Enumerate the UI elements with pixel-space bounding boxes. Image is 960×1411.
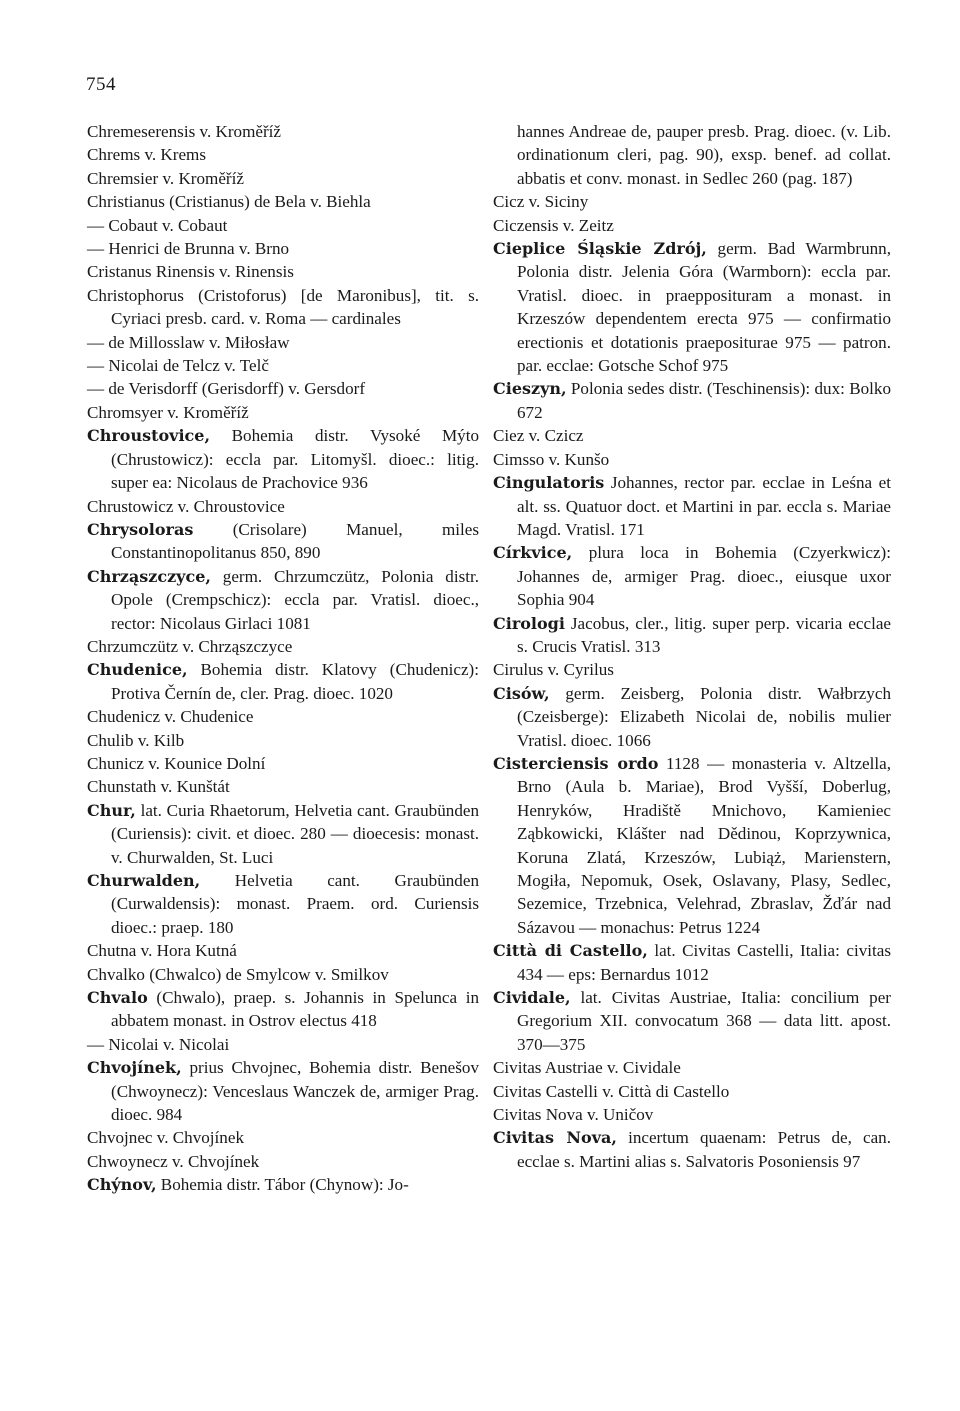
entry-text: — Cobaut v. Cobaut bbox=[87, 215, 228, 235]
index-entry bbox=[87, 705, 479, 728]
index-entry bbox=[87, 377, 479, 400]
entry-headword: Cieszyn, bbox=[493, 379, 567, 399]
entry-text: Cirulus v. Cyrilus bbox=[493, 660, 614, 680]
index-entry bbox=[87, 635, 479, 658]
entry-headword: Chroustovice, bbox=[87, 426, 211, 446]
entry-text: Bohemia distr. Klatovy (Chudenicz): Protiva Černín de, cler. Prag. dioec. 1020 bbox=[111, 660, 479, 703]
entry-text: Cimsso v. Kunšo bbox=[493, 449, 610, 469]
entry-text: Ciez v. Czicz bbox=[493, 426, 584, 446]
entry-text: Chrzumczütz v. Chrząszczyce bbox=[87, 636, 293, 656]
index-entry bbox=[87, 495, 479, 518]
entry-text: Chunicz v. Kounice Dolní bbox=[87, 753, 266, 773]
entry-headword: Cingulatoris bbox=[493, 473, 605, 493]
index-entry bbox=[493, 939, 891, 986]
entry-headword: Chvojínek, bbox=[87, 1058, 182, 1078]
entry-text: Bohemia distr. Tábor (Chynow): Jo- bbox=[156, 1175, 409, 1195]
index-entry bbox=[87, 869, 479, 939]
index-entry bbox=[493, 986, 891, 1056]
index-entry bbox=[493, 1103, 891, 1126]
index-entry bbox=[87, 775, 479, 798]
index-entry bbox=[87, 190, 479, 213]
entry-text: — Henrici de Brunna v. Brno bbox=[87, 239, 290, 259]
entry-headword: Città di Castello, bbox=[493, 941, 648, 961]
entry-text: Chvalko (Chwalco) de Smylcow v. Smilkov bbox=[87, 964, 389, 984]
index-entry bbox=[87, 1150, 479, 1173]
index-entry bbox=[493, 424, 891, 447]
index-entry bbox=[493, 190, 891, 213]
entry-text: Christianus (Cristianus) de Bela v. Biehla bbox=[87, 192, 371, 212]
index-entry bbox=[87, 1126, 479, 1149]
index-entry bbox=[493, 541, 891, 611]
entry-text: Ciczensis v. Zeitz bbox=[493, 215, 614, 235]
index-entry bbox=[493, 658, 891, 681]
index-entry bbox=[493, 1126, 891, 1173]
entry-text: (Crisolare) Manuel, miles Constantinopolitanus 850, 890 bbox=[111, 519, 479, 563]
entry-text: — Nicolai v. Nicolai bbox=[87, 1034, 230, 1054]
entry-text: hannes Andreae de, pauper presb. Prag. dioec. (v. Lib. ordinationum cleri, pag. 90), exsp. benef. ad collat. abbatis et conv. monast. in Sedlec 260 (pag. 187) bbox=[517, 122, 891, 188]
entry-text: Polonia sedes distr. (Teschinensis): dux: Bolko 672 bbox=[517, 379, 891, 422]
entry-text: prius Chvojnec, Bohemia distr. Benešov (Chwoynecz): Venceslaus Wanczek de, armiger Prag. dioec. 984 bbox=[111, 1058, 479, 1125]
index-entry bbox=[493, 448, 891, 471]
index-entry bbox=[87, 729, 479, 752]
index-entry bbox=[87, 565, 479, 635]
entry-headword: Chur, bbox=[87, 800, 136, 820]
index-entry bbox=[87, 986, 479, 1033]
index-entry bbox=[87, 799, 479, 869]
right-column bbox=[493, 120, 891, 1173]
entry-headword: Chrząszczyce, bbox=[87, 566, 211, 586]
entry-text: Civitas Nova v. Uničov bbox=[493, 1105, 654, 1125]
index-entry bbox=[87, 752, 479, 775]
index-entry bbox=[87, 167, 479, 190]
entry-text: Bohemia distr. Vysoké Mýto (Chrustowicz): eccla par. Litomyšl. dioec.: litig. super ea: Nicolaus de Prachovice 936 bbox=[111, 426, 479, 493]
index-entry bbox=[493, 120, 891, 190]
index-entry bbox=[87, 260, 479, 283]
entry-text: germ. Chrzumczütz, Polonia distr. Opole (Crempschicz): eccla par. Vratisl. dioec., rector: Nicolaus Girlaci 1081 bbox=[111, 566, 479, 633]
index-entry bbox=[87, 237, 479, 260]
entry-text: Johannes, rector par. ecclae in Leśna et alt. ss. Quatuor doct. et Martini in par. eccla s. Mariae Magd. Vratisl. 171 bbox=[517, 473, 891, 539]
entry-text: Chudenicz v. Chudenice bbox=[87, 707, 254, 727]
entry-text: Cicz v. Siciny bbox=[493, 192, 589, 212]
index-entry bbox=[87, 331, 479, 354]
index-entry bbox=[87, 1056, 479, 1126]
index-entry bbox=[493, 752, 891, 939]
entry-text: Civitas Castelli v. Città di Castello bbox=[493, 1081, 730, 1101]
entry-text: lat. Curia Rhaetorum, Helvetia cant. Graubünden (Curiensis): civit. et dioec. 280 — dioecesis: monast. v. Churwalden, St. Luci bbox=[111, 800, 479, 867]
entry-headword: Cisów, bbox=[493, 683, 550, 703]
entry-text: Christophorus (Cristoforus) [de Maronibus], tit. s. Cyriaci presb. card. v. Roma — cardinales bbox=[87, 285, 479, 329]
entry-text: Chrems v. Krems bbox=[87, 145, 207, 165]
index-entry bbox=[87, 1173, 479, 1196]
entry-headword: Churwalden, bbox=[87, 871, 201, 890]
entry-text: germ. Zeisberg, Polonia distr. Wałbrzych (Czeisberge): Elizabeth Nicolai de, nobilis mulier Vratisl. dioec. 1066 bbox=[517, 683, 891, 750]
index-entry bbox=[493, 1080, 891, 1103]
entry-text: Civitas Austriae v. Cividale bbox=[493, 1058, 681, 1078]
entry-text: lat. Civitas Castelli, Italia: civitas 434 — eps: Bernardus 1012 bbox=[517, 941, 891, 984]
entry-text: Jacobus, cler., litig. super perp. vicaria ecclae s. Crucis Vratisl. 313 bbox=[517, 613, 891, 656]
entry-headword: Církvice, bbox=[493, 543, 573, 563]
index-entry bbox=[493, 471, 891, 541]
index-entry bbox=[87, 284, 479, 331]
entry-text: Chutna v. Hora Kutná bbox=[87, 941, 237, 961]
index-entry bbox=[87, 1033, 479, 1056]
page-number: 754 bbox=[86, 74, 116, 95]
entry-headword: Chrysoloras bbox=[87, 519, 194, 539]
index-entry bbox=[87, 143, 479, 166]
index-entry bbox=[493, 612, 891, 659]
entry-text: lat. Civitas Austriae, Italia: concilium per Gregorium XII. convocatum 368 — data litt. apost. 370—375 bbox=[517, 988, 891, 1054]
index-entry bbox=[87, 120, 479, 143]
index-entry bbox=[493, 214, 891, 237]
index-entry bbox=[87, 214, 479, 237]
index-entry bbox=[493, 237, 891, 377]
index-entry bbox=[87, 658, 479, 705]
index-entry bbox=[493, 377, 891, 424]
entry-text: germ. Bad Warmbrunn, Polonia distr. Jelenia Góra (Warmborn): eccla par. Vratisl. dioec. in praepposituram a monast. in Krzeszów dependentem erecta 975 — confirmatio erectionis et dotationis praepositurae 975 — patron. par. ecclae: Gotsche Schof 975 bbox=[517, 239, 892, 376]
entry-text: — Nicolai de Telcz v. Telč bbox=[87, 356, 269, 376]
entry-text: — de Millosslaw v. Miłosław bbox=[87, 332, 290, 352]
entry-text: incertum quaenam: Petrus de, can. ecclae s. Martini alias s. Salvatoris Posoniensis 97 bbox=[517, 1128, 891, 1171]
entry-text: Chulib v. Kilb bbox=[87, 730, 185, 750]
entry-headword: Cividale, bbox=[493, 988, 571, 1008]
entry-text: Chvojnec v. Chvojínek bbox=[87, 1128, 244, 1148]
entry-headword: Cieplice Śląskie Zdrój, bbox=[493, 239, 707, 259]
entry-text: 1128 — monasteria v. Altzella, Brno (Aula b. Mariae), Brod Vyšší, Doberlug, Henryków, Hradiště Mnichovo, Kamieniec Ząbkowicki, Klášter nad Dědinou, Koprzywnica, Koruna Zlatá, Krzeszów, Lubiąż, Marienstern, Mogiła, Nepomuk, Osek, Oslavany, Plasy, Sedlec, Sezemice, Trzebnica, Velehrad, Zbraslav, Žďár nad Sázavou — monachus: Petrus 1224 bbox=[517, 753, 891, 937]
index-entry bbox=[87, 518, 479, 565]
entry-headword: Chudenice, bbox=[87, 660, 188, 680]
entry-text: Cristanus Rinensis v. Rinensis bbox=[87, 262, 294, 282]
entry-text: (Chwalo), praep. s. Johannis in Spelunca in abbatem monast. in Ostrov electus 418 bbox=[111, 988, 479, 1031]
index-entry bbox=[87, 401, 479, 424]
entry-headword: Cisterciensis ordo bbox=[493, 753, 659, 773]
entry-text: Helvetia cant. Graubünden (Curwaldensis): monast. Praem. ord. Curiensis dioec.: praep. 180 bbox=[111, 871, 479, 937]
entry-text: Chremeserensis v. Kroměříž bbox=[87, 122, 281, 141]
entry-text: Chromsyer v. Kroměříž bbox=[87, 402, 249, 422]
entry-text: plura loca in Bohemia (Czyerkwicz): Johannes de, armiger Prag. dioec., eiusque uxor Sophia 904 bbox=[517, 543, 891, 610]
entry-headword: Chýnov, bbox=[87, 1175, 157, 1195]
entry-text: Chunstath v. Kunštát bbox=[87, 777, 230, 797]
index-entry bbox=[493, 682, 891, 752]
entry-headword: Cirologi bbox=[493, 613, 565, 633]
entry-text: — de Verisdorff (Gerisdorff) v. Gersdorf bbox=[87, 379, 366, 399]
index-entry bbox=[87, 963, 479, 986]
index-entry bbox=[87, 939, 479, 962]
index-entry bbox=[87, 354, 479, 377]
left-column bbox=[87, 120, 479, 1197]
entry-text: Chwoynecz v. Chvojínek bbox=[87, 1151, 260, 1171]
entry-text: Chremsier v. Kroměříž bbox=[87, 168, 244, 188]
index-entry bbox=[87, 424, 479, 494]
index-entry bbox=[493, 1056, 891, 1079]
entry-text: Chrustowicz v. Chroustovice bbox=[87, 496, 285, 516]
entry-headword: Civitas Nova, bbox=[493, 1128, 617, 1148]
entry-headword: Chvalo bbox=[87, 988, 148, 1008]
